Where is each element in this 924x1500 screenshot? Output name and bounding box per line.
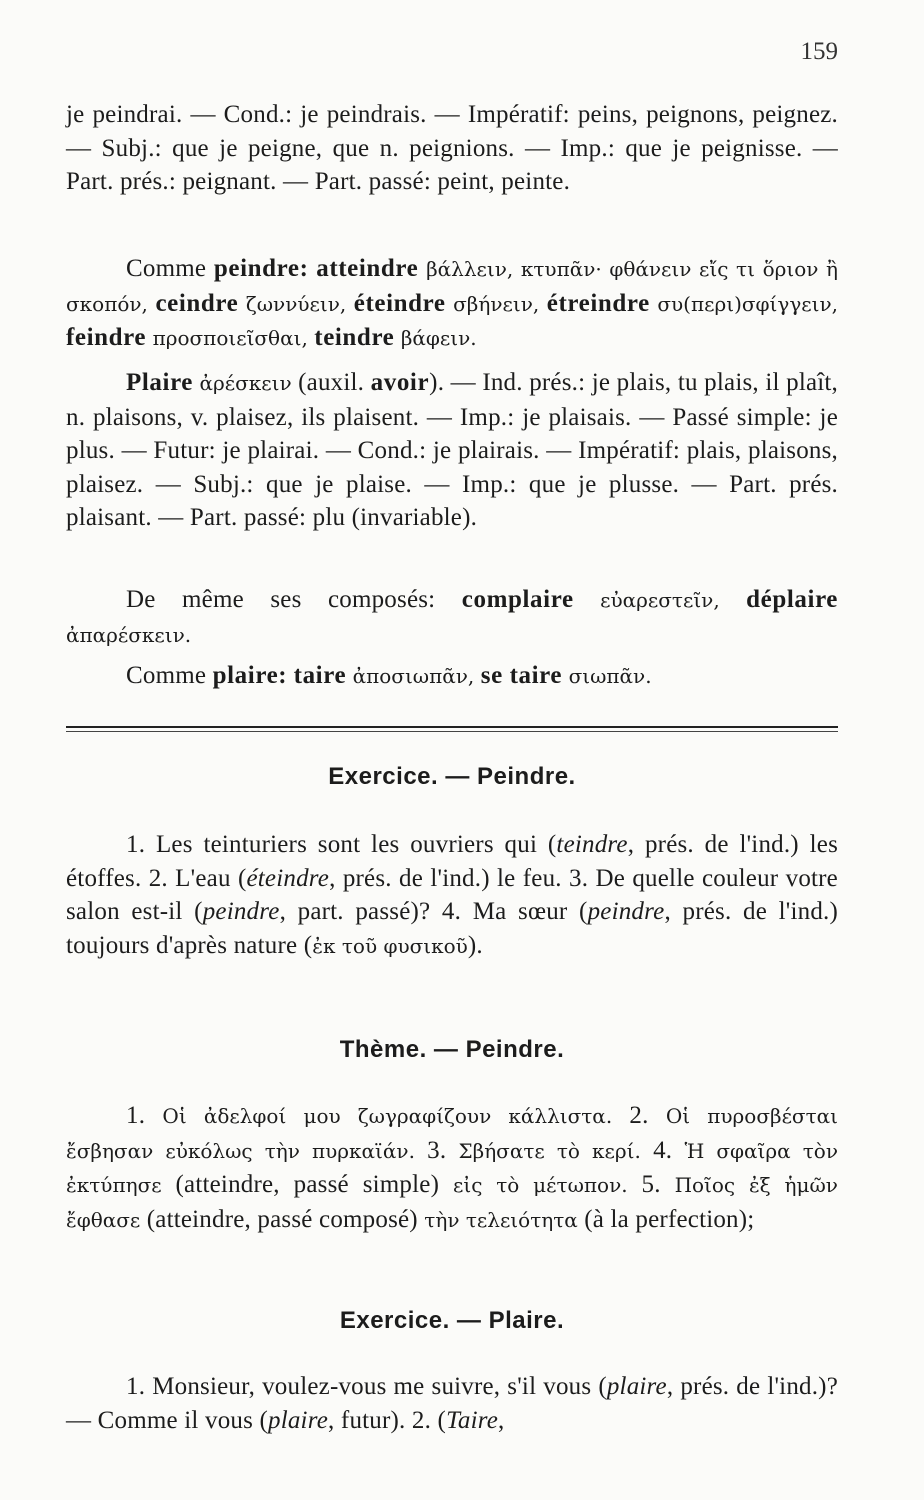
greek-gloss: συ(περι)σφίγγειν, [657,291,839,316]
text-fragment: 5. [627,1171,675,1198]
greek-gloss: βάλλειν, κτυπᾶν· φθάνειν εἴς τι ὅριον ἢ σκοπόν, [66,257,839,316]
paragraph-like-peindre [66,252,838,356]
greek-gloss: βάφειν. [400,326,477,350]
verb-feindre: feindre [66,324,147,351]
greek-gloss: προσποιεῖσθαι, [152,326,308,350]
greek-gloss: ἀρέσκειν [199,371,292,395]
italic-verb: teindre [556,831,628,858]
text-fragment: 2. [612,1102,666,1129]
headword: peindre: [213,255,309,282]
text-fragment: 1. Les teinturiers sont les ouvriers qui ( [126,831,557,858]
verb-complaire: complaire [461,586,574,613]
text-fragment: Comme [126,255,214,282]
greek-gloss: ἀποσιωπᾶν, [352,664,475,688]
text-fragment: (atteindre, passé composé) [140,1205,425,1233]
verb-atteindre: atteindre [316,255,419,282]
greek-sentence: Οἱ πυροσβέσται ἔσβησαν εὐκόλως τὴν πυρκαϊάν. [66,1104,838,1163]
greek-sentence: Οἱ ἀδελφοί μου ζωγραφίζουν κάλλιστα. [162,1104,613,1128]
exercise-peindre-heading: Exercice. — Peindre. [328,763,576,790]
italic-verb: peindre [202,898,280,925]
text-fragment: 3. [414,1136,459,1164]
verb-deplaire: déplaire [746,586,839,613]
section-divider-thin [66,731,838,732]
greek-sentence: εἰς τὸ μέτωπον. [453,1173,628,1197]
paragraph-like-plaire [66,659,838,694]
verb-eteindre: éteindre [353,289,446,317]
text-fragment: , prés. de l'ind.)? — Comme il vous ( [66,1373,838,1434]
theme-peindre-text [66,1099,838,1237]
headword: Plaire [126,369,194,396]
paragraph-plaire-compounds [66,583,838,652]
greek-sentence: Σβήσατε τὸ κερί. [458,1138,641,1163]
greek-gloss: ἐκ τοῦ φυσικοῦ [312,933,468,958]
text-fragment: (auxil. [298,369,371,396]
text-fragment: , prés. de l'ind.) les étoffes. 2. L'eau ( [66,831,838,892]
exercise-plaire-heading: Exercice. — Plaire. [339,1307,565,1334]
verb-ceindre: ceindre [155,289,239,317]
italic-verb: éteindre [246,864,330,892]
text-fragment: 1. [126,1102,163,1129]
text-fragment: , prés. de l'ind.) toujours d'après nature ( [66,898,838,959]
paragraph-peindre-conjugation: je peindrai. — Cond.: je peindrais. — Impératif: peins, peignons, peignez. — Subj.: que je peigne, que n. peignions. — Imp.: que je peignisse. — Part. prés.: peignant. — Part. passé: peint, peinte. [66,101,838,195]
text-fragment: (atteindre, passé simple) [161,1171,454,1198]
greek-sentence: τὴν τελειότητα [424,1207,578,1232]
italic-verb: plaire [606,1373,667,1400]
text-fragment: Comme [126,662,213,689]
exercise-peindre-text [66,828,838,963]
verb-teindre: teindre [314,324,395,351]
greek-gloss: ζωννύειν, [245,291,347,316]
headword: plaire: [212,662,288,689]
greek-gloss: ἀπαρέσκειν. [66,622,192,647]
text-fragment: ). — Ind. prés.: je plais, tu plais, il plaît, n. plaisons, v. plaisez, ils plaisent. — Imp.: je plaisais. — Passé simple: je plus. — Futur: je plairai. — Cond.: je plairais. — Impératif: plais, plaisons, plaisez. — Subj.: que je plaise. — Imp.: que je plusse. — Part. prés. plaisant. — Part. passé: plu (invariable). [66,369,839,531]
verb-etreindre: étreindre [546,289,650,317]
text-fragment: ). [467,931,483,959]
verb-taire: taire [293,662,347,689]
italic-verb: Taire [446,1406,499,1434]
text-fragment: , futur). 2. ( [328,1406,447,1434]
text-fragment: (à la perfection); [577,1205,755,1233]
verb-se-taire: se taire [480,662,563,689]
page-number: 159 [800,38,838,65]
section-divider [66,726,838,728]
paragraph-plaire-conjugation [66,366,838,535]
italic-verb: plaire [268,1406,329,1434]
greek-gloss: σβήνειν, [453,291,540,316]
greek-sentence: Ἡ σφαῖρα τὸν ἐκτύπησε [66,1138,839,1197]
greek-gloss: εὐαρεστεῖν, [600,588,720,612]
greek-gloss: σιωπᾶν. [568,664,652,688]
text-fragment: , prés. de l'ind.) le feu. 3. De quelle couleur votre salon est-il ( [66,864,838,925]
auxiliary-verb: avoir [370,369,430,396]
text-fragment: 4. [640,1136,685,1164]
italic-verb: peindre [587,898,665,925]
theme-peindre-heading: Thème. — Peindre. [339,1036,565,1063]
text-fragment: 1. Monsieur, voulez-vous me suivre, s'il vous ( [126,1373,607,1400]
exercise-plaire-text [66,1370,838,1437]
text-fragment: , part. passé)? 4. Ma sœur ( [279,898,588,925]
text-fragment: De même ses composés: [126,586,462,613]
text-fragment: , [498,1406,505,1434]
greek-sentence: Ποῖος ἐξ ἡμῶν ἔφθασε [66,1173,838,1232]
